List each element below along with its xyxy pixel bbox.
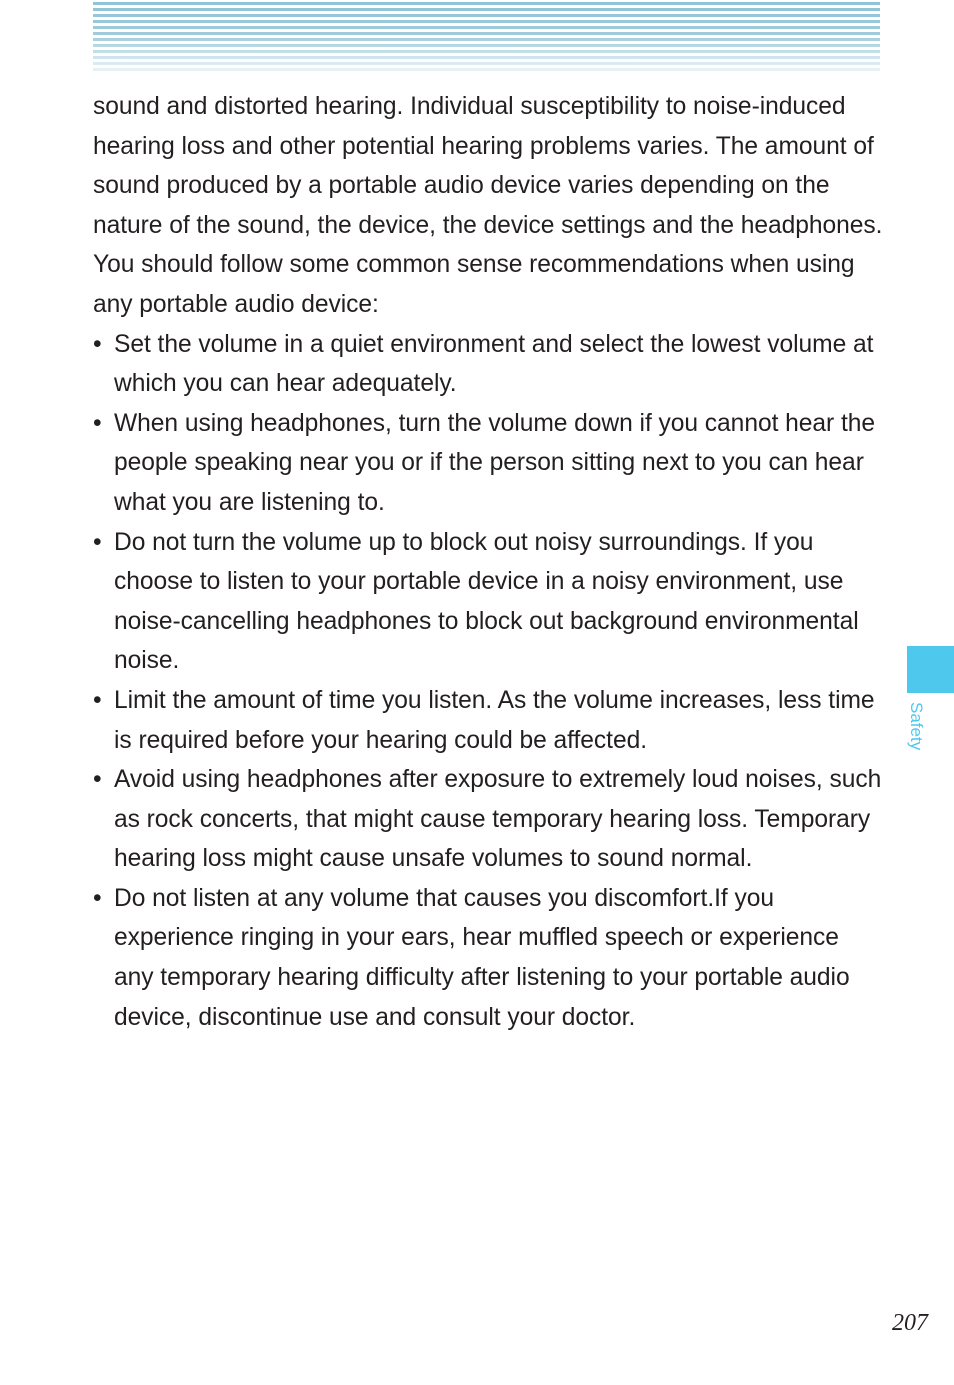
list-item [93, 523, 883, 681]
bullet-icon: • [93, 528, 102, 556]
main-content [93, 87, 883, 1037]
recommendation-list [93, 325, 883, 1038]
list-item-text: Set the volume in a quiet environment and select the lowest volume at which you can hear adequately. [114, 330, 874, 398]
list-item-text: Limit the amount of time you listen. As the volume increases, less time is required before your hearing could be affected. [114, 686, 875, 754]
bullet-icon: • [93, 686, 102, 714]
list-item [93, 404, 883, 523]
section-tab-marker [907, 646, 954, 693]
list-item [93, 879, 883, 1037]
bullet-icon: • [93, 766, 102, 794]
intro-paragraph: sound and distorted hearing. Individual susceptibility to noise-induced hearing loss and other potential hearing problems varies. The amount of sound produced by a portable audio device varies depending on the nature of the sound, the device, the device settings and the headphones. You should follow some common sense recommendations when using any portable audio device: [93, 93, 883, 318]
list-item [93, 325, 883, 404]
list-item-text: Do not listen at any volume that causes you discomfort.If you experience ringing in your ears, hear muffled speech or experience any temporary hearing difficulty after listening to your portable audio device, discontinue use and consult your doctor. [114, 884, 850, 1031]
bullet-icon: • [93, 409, 102, 437]
page-number: 207 [892, 1310, 928, 1336]
bullet-icon: • [93, 330, 102, 358]
list-item [93, 681, 883, 760]
section-tab-label: Safety [907, 702, 926, 751]
list-item-text: When using headphones, turn the volume down if you cannot hear the people speaking near you or if the person sitting next to you can hear what you are listening to. [114, 409, 875, 516]
header-decorative-band [93, 2, 880, 74]
bullet-icon: • [93, 884, 102, 912]
list-item-text: Do not turn the volume up to block out noisy surroundings. If you choose to listen to your portable device in a noisy environment, use noise-cancelling headphones to block out background environmental noise. [114, 528, 859, 675]
list-item [93, 760, 883, 879]
list-item-text: Avoid using headphones after exposure to extremely loud noises, such as rock concerts, that might cause temporary hearing loss. Temporary hearing loss might cause unsafe volumes to sound normal. [114, 766, 882, 873]
